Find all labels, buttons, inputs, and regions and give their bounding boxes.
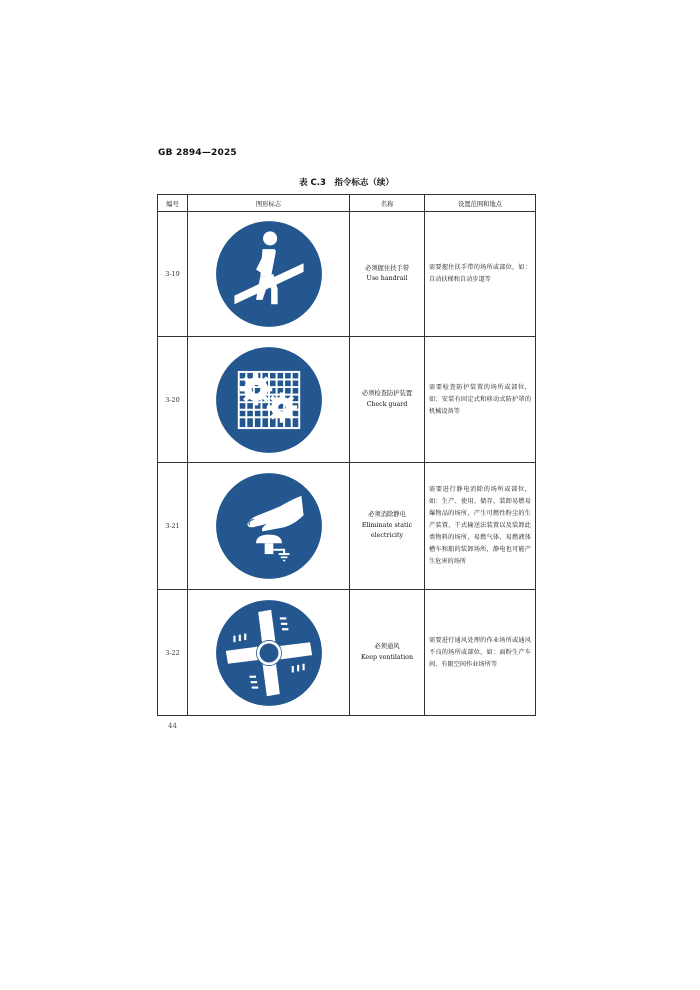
eliminate-static-sign-icon [215,472,323,580]
table-caption: 表 C.3 指令标志（续） [299,178,394,188]
sign-code: 3-19 [158,212,188,337]
sign-scope: 需要握住扶手带的场所或部位，如：自动扶梯和自动步道等 [425,212,536,337]
table-header-row [158,195,536,212]
sign-name-cn: 必须消除静电 [368,511,406,519]
sign-scope: 需要进行静电消除的场所或部位，如：生产、使用、储存、装卸易燃易爆物品的场所，产生可燃性粉尘的生产装置，干式输送法装置以及装卸此类物料的场所，易燃气体、易燃液体槽车和船的装卸场所，静电也可能产生危害的场所 [425,463,536,590]
use-handrail-sign-icon [215,220,323,328]
table-row [158,463,536,590]
header-scope: 设置范围和地点 [425,195,536,212]
sign-code: 3-20 [158,337,188,463]
sign-scope: 需要进行通风处理的作业场所或通风不良的场所或部位，如：面粉生产车间、有限空间作业场所等 [425,590,536,716]
check-guard-sign-icon [215,346,323,454]
page-number: 44 [168,722,177,730]
table-row [158,337,536,463]
sign-code: 3-22 [158,590,188,716]
sign-scope: 需要检查防护装置的场所或部位，如：安装有固定式和移动式防护罩的机械设备等 [425,337,536,463]
header-code: 编号 [158,195,188,212]
table-row [158,212,536,337]
header-sign: 图形标志 [188,195,350,212]
sign-name-en: Use handrail [366,275,408,282]
sign-name-cn: 必须检查防护装置 [361,390,413,397]
table-row [158,590,536,716]
header-name: 名称 [350,195,425,212]
sign-name-en: Eliminate static electricity [361,521,413,540]
sign-code: 3-21 [158,463,188,590]
standard-number: GB 2894—2025 [158,148,237,158]
sign-name-en: Keep ventilation [360,653,414,661]
sign-name-cn: 必须握住扶手带 [364,264,410,272]
mandatory-signs-table [157,194,536,716]
keep-ventilation-sign-icon [215,599,323,707]
sign-name-en: Check guard [366,400,408,408]
sign-name-cn: 必须通风 [374,643,400,650]
